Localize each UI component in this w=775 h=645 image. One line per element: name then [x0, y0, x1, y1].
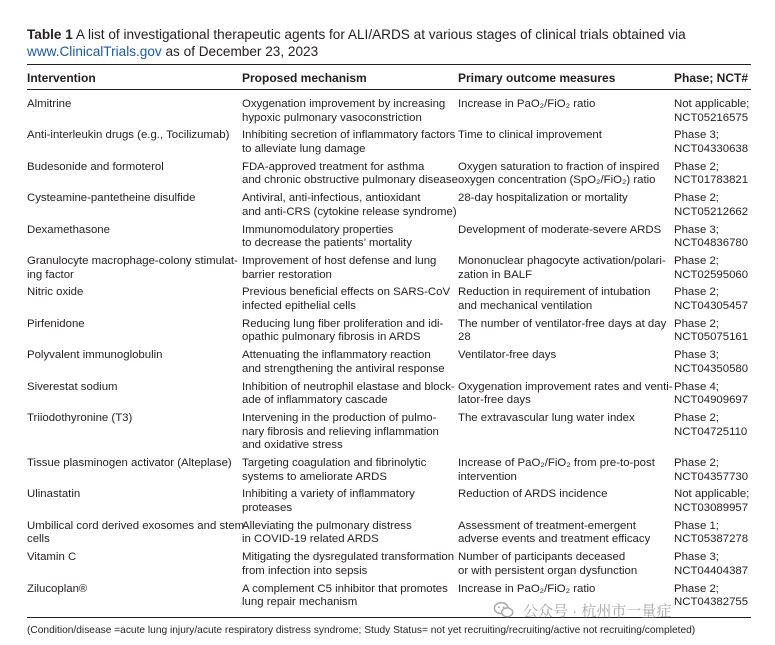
cell-outcome-line: and mechanical ventilation — [458, 299, 593, 312]
cell-outcome-line: Development of moderate-severe ARDS — [458, 223, 662, 236]
cell-mechanism-line: hypoxic pulmonary vasoconstriction — [242, 111, 422, 124]
table-caption — [27, 26, 762, 60]
cell-outcome-line: Increase in PaO₂/FiO₂ ratio — [458, 98, 596, 110]
cell-phase-line: NCT02595060 — [674, 268, 749, 281]
cell-mechanism-line: systems to ameliorate ARDS — [242, 470, 387, 483]
cell-phase — [674, 381, 748, 408]
cell-phase-line: NCT05387278 — [674, 533, 749, 546]
cell-intervention-line: Siverestat sodium — [27, 380, 118, 393]
cell-phase — [674, 488, 749, 515]
cell-intervention — [27, 286, 83, 300]
cell-phase-line: Phase 2; — [674, 192, 719, 205]
cell-phase-line: NCT04382755 — [674, 596, 749, 609]
cell-phase — [674, 224, 748, 251]
cell-phase — [674, 255, 748, 282]
cell-phase-line: NCT05216575 — [674, 111, 749, 124]
cell-phase-line: Phase 2; — [674, 412, 719, 424]
cell-intervention-line: Umbilical cord derived exosomes and stem — [27, 519, 245, 532]
cell-intervention — [27, 551, 76, 565]
cell-outcome — [458, 286, 651, 313]
cell-intervention-line: Almitrine — [27, 98, 72, 110]
cell-mechanism — [242, 551, 454, 578]
cell-phase-line: Not applicable; — [674, 488, 750, 501]
cell-outcome-line: Assessment of treatment-emergent — [458, 519, 636, 532]
cell-intervention — [27, 224, 110, 238]
cell-intervention — [27, 457, 232, 471]
cell-outcome — [458, 457, 655, 484]
cell-outcome-line: Increase in PaO₂/FiO₂ ratio — [458, 582, 596, 595]
cell-outcome-line: Reduction in requirement of intubation — [458, 286, 651, 299]
cell-phase — [674, 412, 747, 439]
cell-intervention-line: Dexamethasone — [27, 223, 110, 236]
cell-phase-line: NCT01783821 — [674, 174, 749, 187]
cell-mechanism-line: ade of inflammatory cascade — [242, 394, 388, 407]
cell-mechanism-line: Targeting coagulation and fibrinolytic — [242, 457, 427, 469]
cell-phase-line: NCT04330638 — [674, 142, 749, 155]
cell-mechanism — [242, 255, 436, 282]
cell-mechanism — [242, 349, 445, 376]
header-mechanism: Proposed mechanism — [242, 71, 367, 85]
cell-intervention-line: Anti-interleukin drugs (e.g., Tocilizumab) — [27, 129, 230, 142]
cell-mechanism — [242, 286, 450, 313]
watermark — [493, 596, 763, 624]
caption-text: A list of investigational therapeutic agents for ALI/ARDS at various stages of clinical trials obtained via — [72, 27, 686, 42]
cell-phase-line: Phase 2; — [674, 582, 719, 595]
cell-mechanism — [242, 457, 426, 484]
cell-intervention — [27, 349, 163, 363]
cell-outcome — [458, 412, 635, 426]
cell-outcome-line: Time to clinical improvement — [458, 129, 602, 142]
wechat-icon — [493, 599, 515, 621]
cell-phase-line: Phase 2; — [674, 457, 719, 469]
cell-phase-line: Phase 3; — [674, 349, 719, 362]
cell-mechanism-line: Inhibiting secretion of inflammatory factors — [242, 129, 456, 142]
cell-intervention-line: Polyvalent immunoglobulin — [27, 349, 163, 362]
cell-phase-line: Phase 2; — [674, 160, 719, 173]
cell-outcome — [458, 129, 602, 143]
cell-outcome — [458, 551, 637, 578]
cell-intervention — [27, 129, 229, 143]
cell-mechanism-line: Oxygenation improvement by increasing — [242, 98, 446, 110]
cell-mechanism-line: Alleviating the pulmonary distress — [242, 519, 412, 532]
table-label: Table 1 — [27, 27, 73, 42]
cell-mechanism — [242, 412, 439, 453]
cell-mechanism-line: opathic pulmonary fibrosis in ARDS — [242, 331, 421, 344]
cell-phase — [674, 192, 748, 219]
table-header-rule — [27, 89, 751, 90]
cell-mechanism-line: nary fibrosis and relieving inflammation — [242, 425, 439, 438]
cell-mechanism — [242, 520, 412, 547]
cell-mechanism — [242, 488, 415, 515]
cell-mechanism-line: and chronic obstructive pulmonary disease — [242, 174, 458, 187]
cell-phase — [674, 551, 748, 578]
cell-mechanism — [242, 129, 455, 156]
cell-intervention-line: Cysteamine-pantetheine disulfide — [27, 192, 196, 205]
cell-phase-line: NCT04357730 — [674, 470, 749, 483]
cell-phase-line: NCT05075161 — [674, 331, 749, 344]
cell-phase — [674, 129, 748, 156]
cell-intervention — [27, 583, 87, 597]
cell-outcome-line: Reduction of ARDS incidence — [458, 488, 608, 501]
cell-outcome — [458, 192, 628, 206]
cell-mechanism-line: Antiviral, anti-infectious, antioxidant — [242, 192, 421, 205]
cell-mechanism — [242, 381, 455, 408]
cell-outcome — [458, 520, 650, 547]
cell-phase — [674, 318, 748, 345]
cell-intervention — [27, 381, 118, 395]
cell-outcome — [458, 583, 595, 597]
cell-outcome-line: Oxygenation improvement rates and venti- — [458, 380, 673, 393]
cell-outcome-line: 28 — [458, 331, 471, 344]
cell-outcome-line: zation in BALF — [458, 268, 533, 281]
cell-mechanism-line: from infection into sepsis — [242, 564, 368, 577]
cell-outcome — [458, 98, 595, 112]
cell-outcome — [458, 161, 659, 188]
cell-mechanism-line: Immunomodulatory properties — [242, 223, 394, 236]
cell-phase-line: NCT04909697 — [674, 394, 749, 407]
cell-mechanism-line: A complement C5 inhibitor that promotes — [242, 582, 448, 595]
cell-mechanism — [242, 192, 457, 219]
cell-mechanism-line: infected epithelial cells — [242, 299, 356, 312]
cell-phase-line: Phase 3; — [674, 551, 719, 564]
cell-intervention-line: Zilucoplan® — [27, 582, 88, 595]
cell-phase-line: NCT03089957 — [674, 501, 749, 514]
cell-phase — [674, 286, 748, 313]
cell-phase-line: Phase 2; — [674, 286, 719, 299]
cell-outcome — [458, 349, 556, 363]
cell-mechanism-line: in COVID-19 related ARDS — [242, 533, 379, 546]
cell-phase-line: NCT04350580 — [674, 362, 749, 375]
cell-outcome-line: The number of ventilator-free days at day — [458, 317, 667, 330]
cell-mechanism-line: lung repair mechanism — [242, 596, 358, 609]
header-outcome: Primary outcome measures — [458, 71, 616, 85]
cell-mechanism-line: to decrease the patients’ mortality — [242, 237, 412, 250]
cell-intervention-line: Triiodothyronine (T3) — [27, 412, 133, 424]
cell-intervention-line: ing factor — [27, 268, 74, 281]
cell-intervention — [27, 412, 132, 426]
cell-intervention — [27, 520, 244, 547]
cell-outcome — [458, 488, 607, 502]
cell-phase-line: NCT05212662 — [674, 205, 749, 218]
watermark-text: 公众号 · 杭州市一量症 — [523, 602, 672, 620]
cell-mechanism-line: proteases — [242, 501, 293, 514]
cell-phase — [674, 98, 749, 125]
cell-outcome-line: The extravascular lung water index — [458, 412, 635, 424]
header-intervention: Intervention — [27, 71, 96, 85]
cell-intervention-line: Vitamin C — [27, 551, 77, 564]
cell-mechanism-line: Improvement of host defense and lung — [242, 255, 437, 267]
cell-intervention-line: Budesonide and formoterol — [27, 160, 164, 173]
cell-intervention-line: Pirfenidone — [27, 317, 85, 330]
cell-phase — [674, 457, 748, 484]
cell-phase-line: Not applicable; — [674, 98, 750, 110]
cell-outcome-line: Number of participants deceased — [458, 551, 626, 564]
cell-outcome — [458, 255, 666, 282]
cell-outcome-line: Oxygen saturation to fraction of inspired — [458, 160, 660, 173]
cell-mechanism-line: Reducing lung fiber proliferation and idi- — [242, 317, 444, 330]
header-phase: Phase; NCT# — [674, 71, 749, 85]
cell-phase-line: Phase 2; — [674, 255, 719, 267]
cell-mechanism-line: to alleviate lung damage — [242, 142, 366, 155]
cell-mechanism-line: and anti-CRS (cytokine release syndrome) — [242, 205, 457, 218]
cell-mechanism — [242, 161, 458, 188]
cell-phase-line: Phase 2; — [674, 317, 719, 330]
cell-mechanism-line: Intervening in the production of pulmo- — [242, 412, 437, 424]
cell-intervention-line: Tissue plasminogen activator (Alteplase) — [27, 457, 232, 469]
cell-outcome-line: intervention — [458, 470, 517, 483]
cell-intervention — [27, 161, 164, 175]
cell-intervention — [27, 318, 85, 332]
cell-intervention — [27, 488, 80, 502]
cell-outcome-line: lator-free days — [458, 394, 531, 407]
cell-outcome-line: 28-day hospitalization or mortality — [458, 192, 628, 205]
cell-outcome-line: Mononuclear phagocyte activation/polari- — [458, 255, 666, 267]
cell-outcome — [458, 381, 673, 408]
cell-phase-line: Phase 4; — [674, 380, 719, 393]
cell-mechanism-line: and oxidative stress — [242, 439, 343, 452]
cell-phase — [674, 520, 748, 547]
cell-intervention — [27, 255, 238, 282]
cell-mechanism-line: Mitigating the dysregulated transformation — [242, 551, 455, 564]
cell-intervention-line: Nitric oxide — [27, 286, 84, 299]
table-top-rule — [27, 64, 751, 65]
cell-outcome-line: oxygen concentration (SpO₂/FiO₂) ratio — [458, 174, 656, 187]
cell-phase-line: NCT04404387 — [674, 564, 749, 577]
cell-mechanism-line: Previous beneficial effects on SARS-CoV — [242, 286, 451, 299]
cell-phase-line: Phase 3; — [674, 129, 719, 142]
cell-mechanism — [242, 98, 445, 125]
clinicaltrials-link[interactable]: www.ClinicalTrials.gov — [27, 44, 162, 59]
cell-mechanism-line: barrier restoration — [242, 268, 332, 281]
cell-intervention-line: Granulocyte macrophage-colony stimulat- — [27, 255, 238, 267]
cell-intervention — [27, 192, 195, 206]
cell-mechanism — [242, 318, 443, 345]
cell-outcome-line: Ventilator-free days — [458, 349, 557, 362]
cell-intervention-line: cells — [27, 533, 50, 546]
cell-phase-line: NCT04725110 — [674, 425, 748, 438]
cell-phase-line: Phase 1; — [674, 519, 719, 532]
cell-mechanism-line: Attenuating the inflammatory reaction — [242, 349, 431, 362]
cell-phase-line: Phase 3; — [674, 223, 719, 236]
cell-outcome — [458, 224, 661, 238]
cell-phase — [674, 161, 748, 188]
cell-phase-line: NCT04305457 — [674, 299, 749, 312]
cell-mechanism-line: Inhibiting a variety of inflammatory — [242, 488, 415, 501]
cell-intervention-line: Ulinastatin — [27, 488, 81, 501]
cell-phase-line: NCT04836780 — [674, 237, 749, 250]
cell-outcome-line: adverse events and treatment efficacy — [458, 533, 651, 546]
caption-date: as of December 23, 2023 — [161, 44, 319, 59]
cell-mechanism-line: FDA-approved treatment for asthma — [242, 160, 425, 173]
cell-mechanism-line: and strengthening the antiviral response — [242, 362, 445, 375]
cell-outcome-line: Increase of PaO₂/FiO₂ from pre-to-post — [458, 457, 655, 469]
cell-mechanism — [242, 224, 412, 251]
cell-outcome-line: or with persistent organ dysfunction — [458, 564, 638, 577]
cell-outcome — [458, 318, 666, 345]
cell-intervention — [27, 98, 71, 112]
cell-phase — [674, 349, 748, 376]
cell-mechanism — [242, 583, 448, 610]
table-footnote: (Condition/disease =acute lung injury/acute respiratory distress syndrome; Study Status= not yet recruiting/recruiting/active not recruiting/completed) — [27, 625, 696, 636]
cell-mechanism-line: Inhibition of neutrophil elastase and block- — [242, 380, 455, 393]
